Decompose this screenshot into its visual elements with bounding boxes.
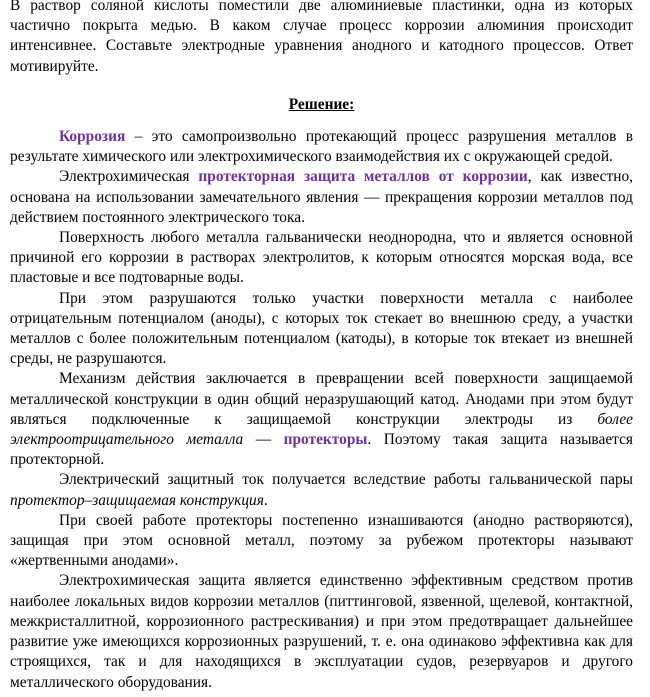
- paragraph-sacrificial-anodes: При своей работе протекторы постепенно изнашиваются (анодно растворяются), защищая при этом основной металл, поэтому за рубежом протекторы называют «жертвенными анодами».: [10, 511, 633, 570]
- term-protector-protection: протекторная защита металлов от коррозии: [198, 168, 528, 186]
- paragraph-text: , как известно, основана на использовании замечательного явления — прекращения коррозии металлов под действием постоянного электрического тока.: [10, 168, 633, 226]
- term-protectors: протекторы: [283, 431, 368, 449]
- paragraph-protective-current: [10, 470, 633, 510]
- paragraph-text: .: [263, 491, 268, 509]
- paragraph-corrosion-definition: [10, 127, 633, 167]
- paragraph-text: – это самопроизвольно протекающий процесс разрушения металлов в результате химического или электрохимического взаимодействия их с окружающей средой.: [10, 128, 633, 166]
- paragraph-text: Механизм действия заключается в превращении всей поверхности защищаемой металлической конструкции в один общий неразрушающий катод. Анодами при этом будут являться подключенные к защищаемой конструкции электроды из: [10, 370, 633, 428]
- paragraph-text: . Поэтому такая защита называется протекторной.: [10, 431, 633, 469]
- italic-phrase: более электроотрицательного металла: [10, 410, 633, 449]
- paragraph-anodes-cathodes: При этом разрушаются только участки поверхности металла с наиболее отрицательным потенциалом (аноды), с которых ток стекает во внешнюю среду, а участки металлов с более положительным потенциалом (катоды), в которые ток втекает из внешней среды, не разрушаются.: [10, 289, 633, 368]
- paragraph-surface-heterogeneity: Поверхность любого металла гальванически неоднородна, что и является основной причиной его коррозии в растворах электролитов, к которым относятся морская вода, все пластовые и все подтоварные воды.: [10, 229, 633, 287]
- paragraph-text: Электрический защитный ток получается вследствие работы гальванической пары: [59, 471, 633, 489]
- paragraph-text: Электрохимическая: [59, 168, 199, 186]
- term-corrosion: Коррозия: [59, 128, 126, 146]
- paragraph-mechanism: [10, 369, 633, 470]
- solution-heading: Решение:: [288, 95, 355, 113]
- paragraph-protector-protection: [10, 167, 633, 228]
- problem-statement: В раствор соляной кислоты поместили две алюминиевые пластинки, одна из которых частично покрыта медью. В каком случае процесс коррозии алюминия происходит интенсивнее. Составьте электродные уравнения анодного и катодного процессов. Ответ мотивируйте.: [10, 0, 633, 75]
- dash: —: [243, 431, 284, 449]
- paragraph-effectiveness: Электрохимическая защита является единственно эффективным средством против наиболее локальных видов коррозии металлов (питтинговой, язвенной, щелевой, контактной, межкристаллитной, коррозионного растрескивания) и при этом предотвращает дальнейшее развитие уже имеющихся коррозионных разрушений, т. е. она одинаково эффективна как для строящихся, так и для находящихся в эксплуатации судов, резервуаров и другого металлического оборудования.: [10, 572, 633, 691]
- italic-phrase: протектор–защищаемая конструкция: [10, 491, 264, 509]
